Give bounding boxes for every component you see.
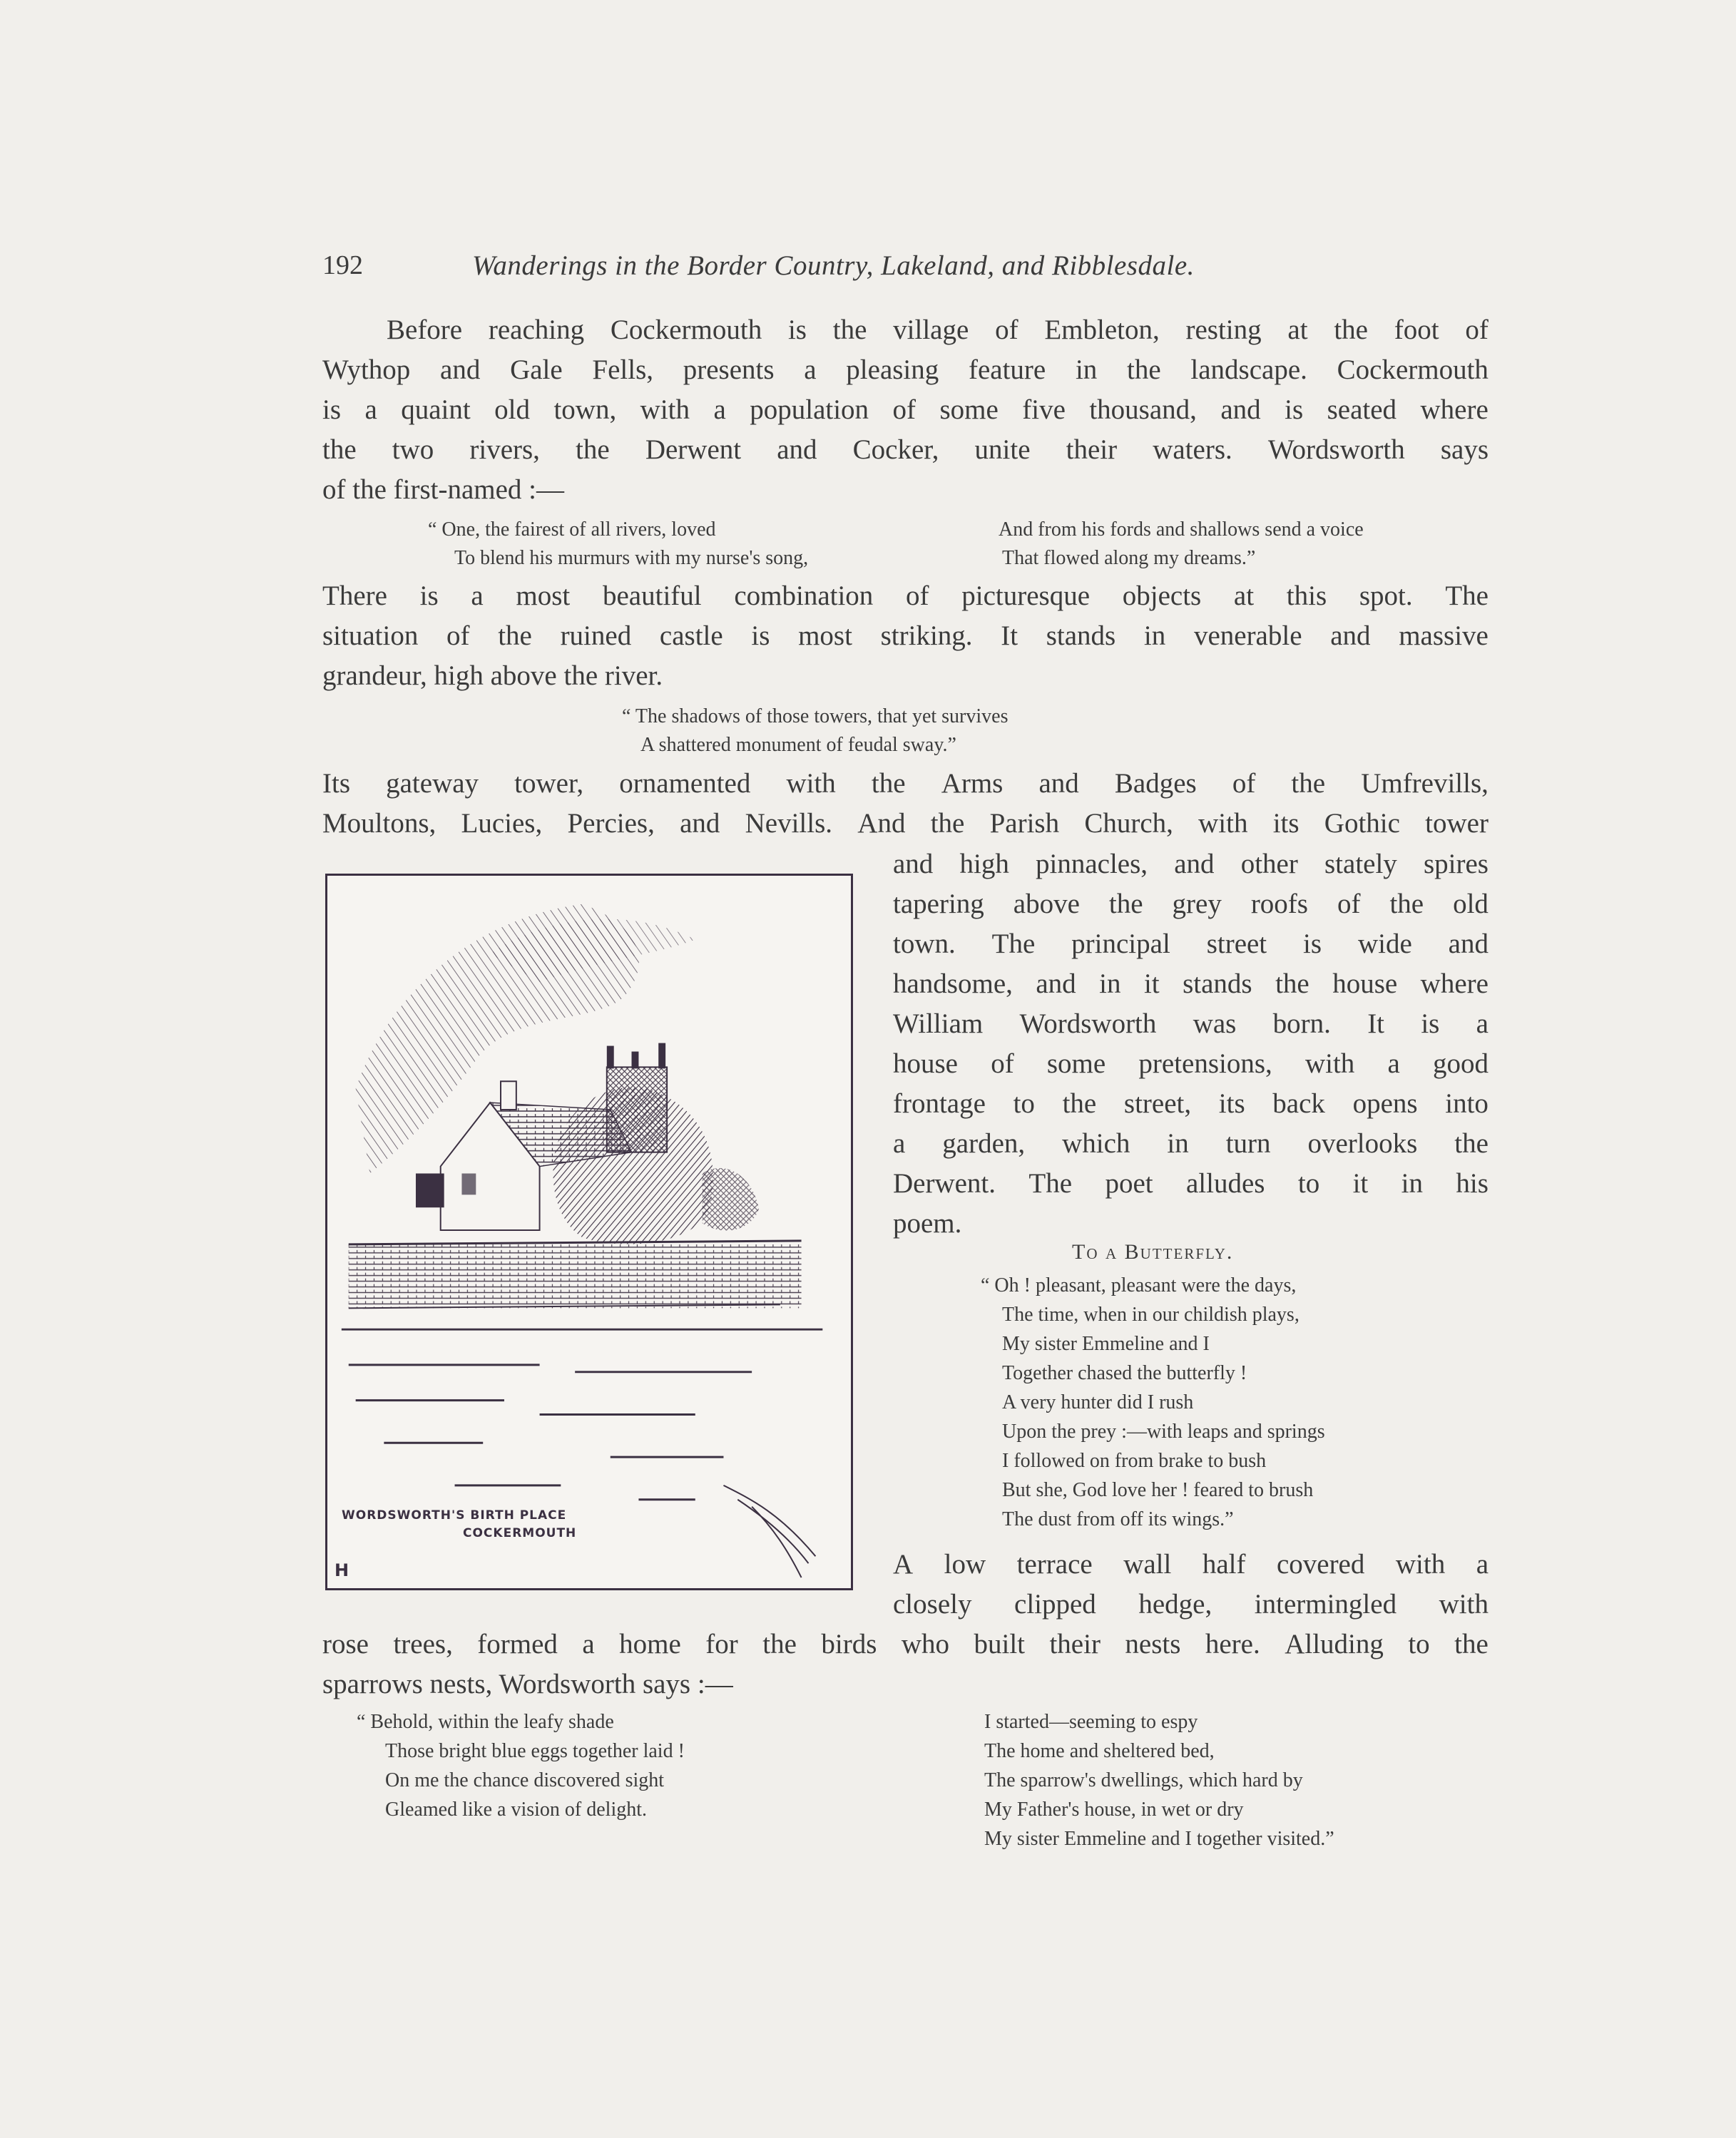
word: and: [440, 354, 481, 385]
word: clipped: [1014, 1589, 1096, 1620]
word: and: [1330, 620, 1371, 651]
text-line: [322, 616, 1489, 656]
word: stately: [1324, 849, 1397, 879]
word: the: [1454, 1128, 1489, 1159]
word: with: [640, 394, 690, 425]
text-line: [322, 390, 1489, 430]
word: a: [471, 580, 484, 611]
word: is: [787, 314, 807, 345]
word: the: [762, 1629, 797, 1659]
word: of: [1465, 314, 1489, 345]
word: Umfrevills,: [1361, 768, 1489, 799]
text-line-content: grandeur, high above the river.: [322, 660, 663, 691]
word: village: [893, 314, 969, 345]
word: and: [1174, 849, 1215, 879]
verse-line: I followed on from brake to bush: [1002, 1450, 1267, 1472]
word: this: [1286, 580, 1327, 611]
word: born.: [1272, 1008, 1331, 1039]
word: Before: [387, 314, 463, 345]
word: in: [1075, 354, 1098, 385]
word: some: [939, 394, 999, 425]
word: with: [786, 768, 836, 799]
word: was: [1193, 1008, 1237, 1039]
word: is: [1303, 929, 1322, 959]
word: and: [1448, 929, 1489, 959]
word: reaching: [488, 314, 585, 345]
artist-monogram: H: [335, 1560, 350, 1580]
word: house: [1332, 968, 1398, 999]
word: garden,: [942, 1128, 1026, 1159]
word: Derwent: [645, 434, 742, 465]
verse-line: My Father's house, in wet or dry: [984, 1799, 1244, 1821]
verse-line: A shattered monument of feudal sway.”: [640, 734, 956, 756]
illustration-wordsworth-birthplace: [325, 874, 853, 1590]
verse-line: The home and sheltered bed,: [984, 1740, 1215, 1762]
word: formed: [477, 1629, 558, 1659]
word: most: [516, 580, 571, 611]
word: in: [1167, 1128, 1189, 1159]
text-line: [322, 764, 1489, 804]
word: the: [1062, 1088, 1097, 1119]
word: The: [1445, 580, 1489, 611]
word: some: [1046, 1048, 1106, 1079]
word: their: [1066, 434, 1118, 465]
word: and: [1220, 394, 1261, 425]
word: Wordsworth: [1267, 434, 1405, 465]
word: waters.: [1153, 434, 1232, 465]
verse-line: I started—seeming to espy: [984, 1711, 1198, 1733]
verse-line: Gleamed like a vision of delight.: [385, 1799, 648, 1821]
word: situation: [322, 620, 419, 651]
word: where: [1420, 394, 1489, 425]
word: ornamented: [619, 768, 751, 799]
word: feature: [968, 354, 1046, 385]
word: the: [1334, 314, 1368, 345]
word: with: [1395, 1549, 1446, 1580]
word: thousand,: [1089, 394, 1197, 425]
verse-line: But she, God love her ! feared to brush: [1002, 1479, 1314, 1501]
trees: [553, 1088, 759, 1244]
word: above: [1013, 889, 1080, 919]
word: says: [1440, 434, 1489, 465]
word: good: [1433, 1048, 1489, 1079]
word: Nevills.: [745, 808, 833, 839]
word: the: [1275, 968, 1309, 999]
word: where: [1420, 968, 1489, 999]
word: spires: [1423, 849, 1489, 879]
word: a: [1476, 1008, 1489, 1039]
verse-line: The time, when in our childish plays,: [1002, 1304, 1300, 1326]
word: into: [1445, 1088, 1489, 1119]
word: Badges: [1114, 768, 1197, 799]
word: Alluding: [1285, 1629, 1384, 1659]
word: tower,: [514, 768, 584, 799]
word: at: [1233, 580, 1255, 611]
word: the: [930, 808, 965, 839]
verse-line: “ One, the fairest of all rivers, loved: [428, 518, 716, 541]
word: is: [751, 620, 770, 651]
word: Arms: [941, 768, 1004, 799]
word: high: [959, 849, 1009, 879]
word: Cockermouth: [1337, 354, 1489, 385]
word: stands: [1183, 968, 1252, 999]
verse-line: “ Behold, within the leafy shade: [357, 1711, 614, 1733]
word: to: [1013, 1088, 1035, 1119]
illustration-caption-title: WORDSWORTH'S BIRTH PLACE: [342, 1508, 567, 1523]
paragraph-embleton: [322, 310, 1489, 510]
word: A: [893, 1549, 914, 1580]
word: to: [1408, 1629, 1430, 1659]
word: street,: [1123, 1088, 1192, 1119]
word: Its: [322, 768, 350, 799]
word: the: [498, 620, 532, 651]
word: of: [892, 394, 916, 425]
word: Percies,: [567, 808, 655, 839]
word: opens: [1352, 1088, 1418, 1119]
word: tapering: [893, 889, 984, 919]
word: closely: [893, 1589, 972, 1620]
word: a: [364, 394, 377, 425]
paragraph-gateway: [322, 764, 1489, 844]
word: is: [1285, 394, 1304, 425]
word: with: [1198, 808, 1248, 839]
word: Fells,: [592, 354, 654, 385]
word: Cockermouth: [610, 314, 762, 345]
text-line: [322, 1625, 1489, 1664]
word: and: [680, 808, 720, 839]
word: intermingled: [1254, 1589, 1397, 1620]
word: to: [1297, 1168, 1320, 1199]
word: and: [1036, 968, 1076, 999]
word: for: [705, 1629, 738, 1659]
word: There: [322, 580, 387, 611]
word: birds: [821, 1629, 877, 1659]
word: in: [1143, 620, 1166, 651]
text-line: [322, 310, 1489, 350]
word: old: [1453, 889, 1489, 919]
word: home: [619, 1629, 681, 1659]
text-line: [322, 804, 1489, 844]
text-line: [893, 1585, 1489, 1625]
verse-line: My sister Emmeline and I together visited.”: [984, 1828, 1334, 1850]
word: combination: [734, 580, 874, 611]
word: Wythop: [322, 354, 411, 385]
word: picturesque: [961, 580, 1091, 611]
text-line: [893, 1044, 1489, 1084]
word: wall: [1123, 1549, 1172, 1580]
word: alludes: [1186, 1168, 1265, 1199]
text-line: [893, 964, 1489, 1004]
word: a: [1476, 1549, 1489, 1580]
text-line: [893, 1545, 1489, 1585]
word: Gothic: [1324, 808, 1400, 839]
word: the: [1108, 889, 1143, 919]
word: pinnacles,: [1036, 849, 1148, 879]
paragraph-terrace-column: [893, 1545, 1489, 1625]
word: the: [1127, 354, 1161, 385]
word: is: [1421, 1008, 1440, 1039]
word: rivers,: [469, 434, 540, 465]
word: and: [893, 849, 934, 879]
word: Derwent.: [893, 1168, 996, 1199]
word: unite: [974, 434, 1031, 465]
word: The: [991, 929, 1036, 959]
word: seated: [1327, 394, 1397, 425]
verse-line: That flowed along my dreams.”: [1002, 547, 1256, 569]
verse-line: The dust from off its wings.”: [1002, 1508, 1234, 1530]
word: spot.: [1359, 580, 1413, 611]
word: its: [1272, 808, 1300, 839]
text-line: [893, 924, 1489, 964]
word: rose: [322, 1629, 369, 1659]
word: half: [1202, 1549, 1246, 1580]
word: William: [893, 1008, 984, 1039]
word: is: [322, 394, 342, 425]
word: his: [1456, 1168, 1489, 1199]
word: house: [893, 1048, 958, 1079]
verse-line: Together chased the butterfly !: [1002, 1362, 1247, 1384]
word: other: [1240, 849, 1298, 879]
word: street: [1206, 929, 1267, 959]
word: their: [1049, 1629, 1101, 1659]
verse-line: To blend his murmurs with my nurse's song,: [454, 547, 809, 569]
word: back: [1272, 1088, 1325, 1119]
word: which: [1062, 1128, 1130, 1159]
word: of: [446, 620, 470, 651]
word: Moultons,: [322, 808, 436, 839]
word: town.: [893, 929, 956, 959]
word: of: [1337, 889, 1361, 919]
word: the: [832, 314, 867, 345]
word: It: [1001, 620, 1018, 651]
word: with: [1439, 1589, 1489, 1620]
word: at: [1287, 314, 1308, 345]
word: and: [777, 434, 817, 465]
word: of: [991, 1048, 1014, 1079]
word: roofs: [1250, 889, 1308, 919]
word: nests: [1125, 1629, 1181, 1659]
word: Gale: [510, 354, 563, 385]
word: resting: [1185, 314, 1262, 345]
word: hedge,: [1138, 1589, 1212, 1620]
page-header: [322, 250, 1348, 292]
word: frontage: [893, 1088, 986, 1119]
word: quaint: [401, 394, 471, 425]
word: striking.: [880, 620, 973, 651]
word: a: [713, 394, 726, 425]
word: low: [944, 1549, 986, 1580]
word: pretensions,: [1138, 1048, 1272, 1079]
word: trees,: [393, 1629, 453, 1659]
verse-line: My sister Emmeline and I: [1002, 1333, 1210, 1355]
word: gateway: [386, 768, 479, 799]
word: it: [1143, 968, 1160, 999]
word: two: [392, 434, 434, 465]
word: Lucies,: [461, 808, 543, 839]
word: of: [906, 580, 929, 611]
word: castle: [659, 620, 723, 651]
word: the: [871, 768, 906, 799]
word: massive: [1399, 620, 1489, 651]
word: ruined: [560, 620, 632, 651]
word: Cocker,: [852, 434, 939, 465]
word: town,: [553, 394, 617, 425]
running-title: Wanderings in the Border Country, Lakeland, and Ribblesdale.: [472, 250, 1195, 281]
verse-line: Upon the prey :—with leaps and springs: [1002, 1421, 1325, 1443]
word: principal: [1071, 929, 1170, 959]
word: It: [1367, 1008, 1385, 1039]
word: overlooks: [1307, 1128, 1418, 1159]
word: terrace: [1016, 1549, 1093, 1580]
terrace-wall: [349, 1241, 802, 1308]
word: grey: [1172, 889, 1222, 919]
word: Wordsworth: [1019, 1008, 1157, 1039]
text-line: [322, 430, 1489, 470]
text-line: [893, 1084, 1489, 1124]
verse-line: “ Oh ! pleasant, pleasant were the days,: [981, 1274, 1297, 1296]
word: in: [1401, 1168, 1423, 1199]
word: its: [1218, 1088, 1245, 1119]
word: The: [1028, 1168, 1073, 1199]
word: beautiful: [603, 580, 702, 611]
illustration-caption-place: COCKERMOUTH: [463, 1526, 577, 1540]
word: foot: [1394, 314, 1439, 345]
word: the: [322, 434, 357, 465]
verse-line: On me the chance discovered sight: [385, 1769, 665, 1791]
text-line-content: sparrows nests, Wordsworth says :—: [322, 1669, 733, 1699]
word: who: [901, 1629, 950, 1659]
verse-line: Those bright blue eggs together laid !: [385, 1740, 685, 1762]
word: most: [798, 620, 852, 651]
word: Embleton,: [1044, 314, 1160, 345]
word: the: [1389, 889, 1424, 919]
text-line: [322, 576, 1489, 616]
word: venerable: [1193, 620, 1302, 651]
word: it: [1352, 1168, 1369, 1199]
word: handsome,: [893, 968, 1013, 999]
verse-line: A very hunter did I rush: [1002, 1391, 1194, 1413]
word: here.: [1205, 1629, 1260, 1659]
word: landscape.: [1190, 354, 1307, 385]
word: the: [1291, 768, 1326, 799]
word: built: [974, 1629, 1025, 1659]
text-line: [893, 1004, 1489, 1044]
text-line: [893, 1124, 1489, 1164]
word: turn: [1225, 1128, 1271, 1159]
word: poet: [1105, 1168, 1153, 1199]
word: a: [1387, 1048, 1400, 1079]
verse-line: And from his fords and shallows send a voice: [999, 518, 1364, 541]
word: a: [893, 1128, 906, 1159]
word: a: [582, 1629, 595, 1659]
word: pleasing: [846, 354, 939, 385]
text-line: [893, 844, 1489, 884]
text-line: [893, 884, 1489, 924]
word: covered: [1276, 1549, 1365, 1580]
text-line: [322, 470, 1489, 510]
word: presents: [683, 354, 775, 385]
verse-line: The sparrow's dwellings, which hard by: [984, 1769, 1303, 1791]
word: with: [1304, 1048, 1355, 1079]
word: old: [494, 394, 531, 425]
river-reflections: [342, 1329, 822, 1500]
paragraph-sparrows: [322, 1625, 1489, 1704]
poem-title: To a Butterfly.: [1072, 1240, 1234, 1264]
text-line: [322, 656, 1489, 696]
word: And: [857, 808, 906, 839]
word: a: [804, 354, 817, 385]
word: tower: [1425, 808, 1489, 839]
word: and: [1038, 768, 1079, 799]
word: population: [750, 394, 869, 425]
verse-line: “ The shadows of those towers, that yet survives: [622, 705, 1009, 727]
word: the: [576, 434, 610, 465]
word: objects: [1122, 580, 1202, 611]
word: five: [1022, 394, 1066, 425]
word: is: [419, 580, 439, 611]
word: the: [1454, 1629, 1489, 1659]
text-line: [893, 1164, 1489, 1204]
reeds: [723, 1485, 815, 1577]
word: in: [1099, 968, 1121, 999]
text-line-content: of the first-named :—: [322, 474, 564, 505]
word: Parish: [989, 808, 1060, 839]
page-number: 192: [322, 250, 363, 280]
text-line: [322, 350, 1489, 390]
text-line: [322, 1664, 1489, 1704]
word: of: [995, 314, 1018, 345]
word: stands: [1046, 620, 1116, 651]
word: Church,: [1084, 808, 1173, 839]
word: wide: [1357, 929, 1412, 959]
paragraph-church-column: [893, 844, 1489, 1244]
paragraph-castle: [322, 576, 1489, 696]
sketch-drawing: [327, 876, 851, 1588]
text-line-content: poem.: [893, 1208, 962, 1239]
word: of: [1232, 768, 1256, 799]
